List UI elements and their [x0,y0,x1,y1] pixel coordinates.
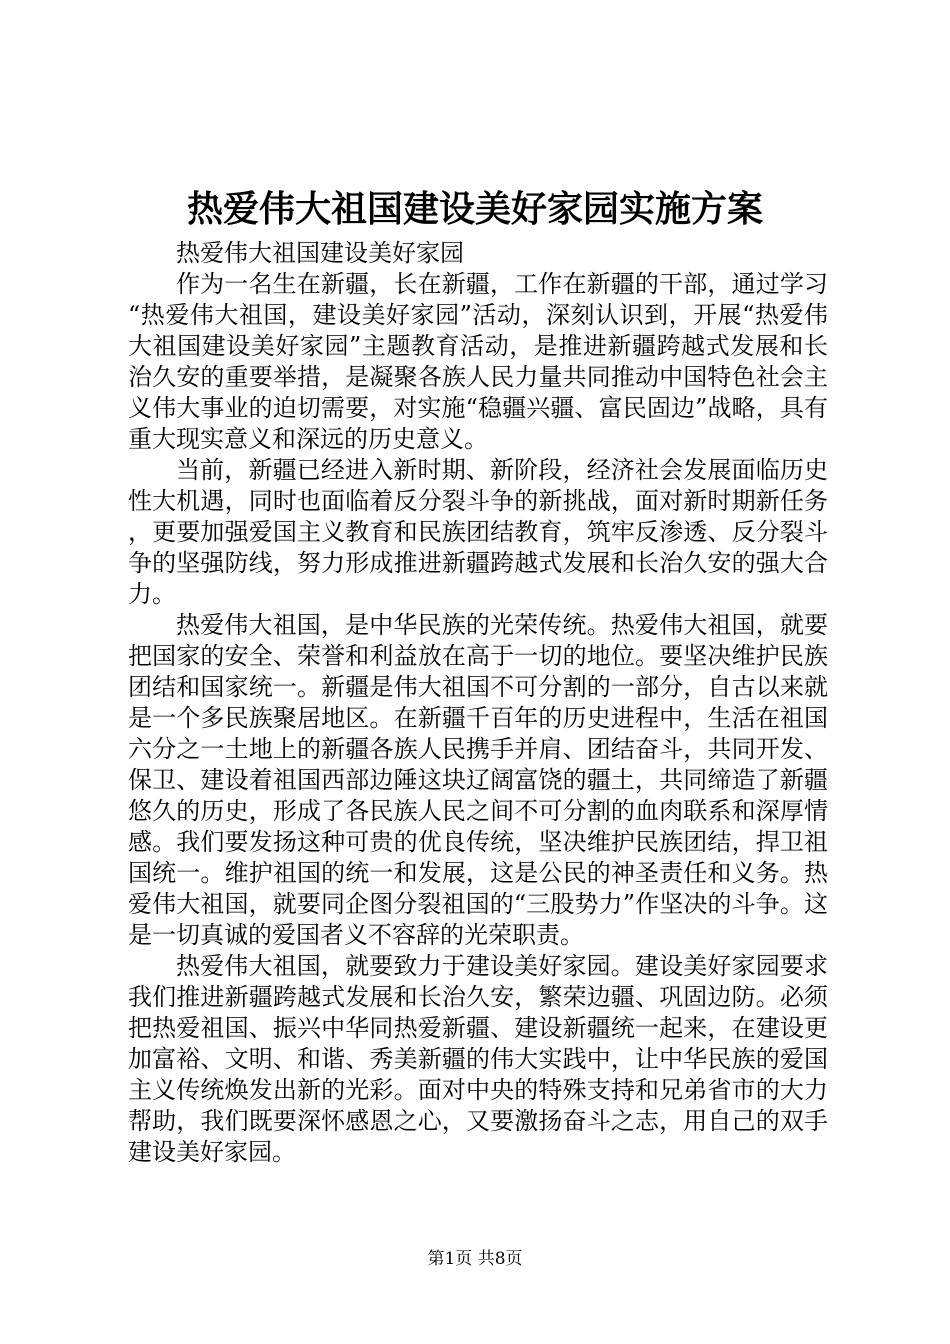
paragraph: 热爱伟大祖国，就要致力于建设美好家园。建设美好家园要求我们推进新疆跨越式发展和长治久安，繁荣边疆、巩固边防。必须把热爱祖国、振兴中华同热爱新疆、建设新疆统一起来，在建设更加富裕、文明、和谐、秀美新疆的伟大实践中，让中华民族的爱国主义传统焕发出新的光彩。面对中央的特殊支持和兄弟省市的大力帮助，我们既要深怀感恩之心，又要激扬奋斗之志，用自己的双手建设美好家园。 [128,952,828,1166]
page-footer: 第1页 共8页 [427,1249,523,1269]
paragraph: 当前，新疆已经进入新时期、新阶段，经济社会发展面临历史性大机遇，同时也面临着反分裂斗争的新挑战，面对新时期新任务，更要加强爱国主义教育和民族团结教育，筑牢反渗透、反分裂斗争的坚强防线，努力形成推进新疆跨越式发展和长治久安的强大合力。 [128,456,828,608]
document-body [128,238,828,1168]
paragraph: 作为一名生在新疆，长在新疆，工作在新疆的干部，通过学习“热爱伟大祖国，建设美好家园”活动，深刻认识到，开展“热爱伟大祖国建设美好家园”主题教育活动，是推进新疆跨越式发展和长治久安的重要举措，是凝聚各族人民力量共同推动中国特色社会主义伟大事业的迫切需要，对实施“稳疆兴疆、富民固边”战略，具有重大现实意义和深远的历史意义。 [128,270,828,453]
paragraph-subtitle: 热爱伟大祖国建设美好家园 [176,239,464,267]
paragraph: 热爱伟大祖国，是中华民族的光荣传统。热爱伟大祖国，就要把国家的安全、荣誉和利益放在高于一切的地位。要坚决维护民族团结和国家统一。新疆是伟大祖国不可分割的一部分，自古以来就是一个多民族聚居地区。在新疆千百年的历史进程中，生活在祖国六分之一土地上的新疆各族人民携手并肩、团结奋斗，共同开发、保卫、建设着祖国西部边陲这块辽阔富饶的疆土，共同缔造了新疆悠久的历史，形成了各民族人民之间不可分割的血肉联系和深厚情感。我们要发扬这种可贵的优良传统，坚决维护民族团结，捍卫祖国统一。维护祖国的统一和发展，这是公民的神圣责任和义务。热爱伟大祖国，就要同企图分裂祖国的“三股势力”作坚决的斗争。这是一切真诚的爱国者义不容辞的光荣职责。 [128,611,828,949]
document-title: 热爱伟大祖国建设美好家园实施方案 [186,188,763,230]
